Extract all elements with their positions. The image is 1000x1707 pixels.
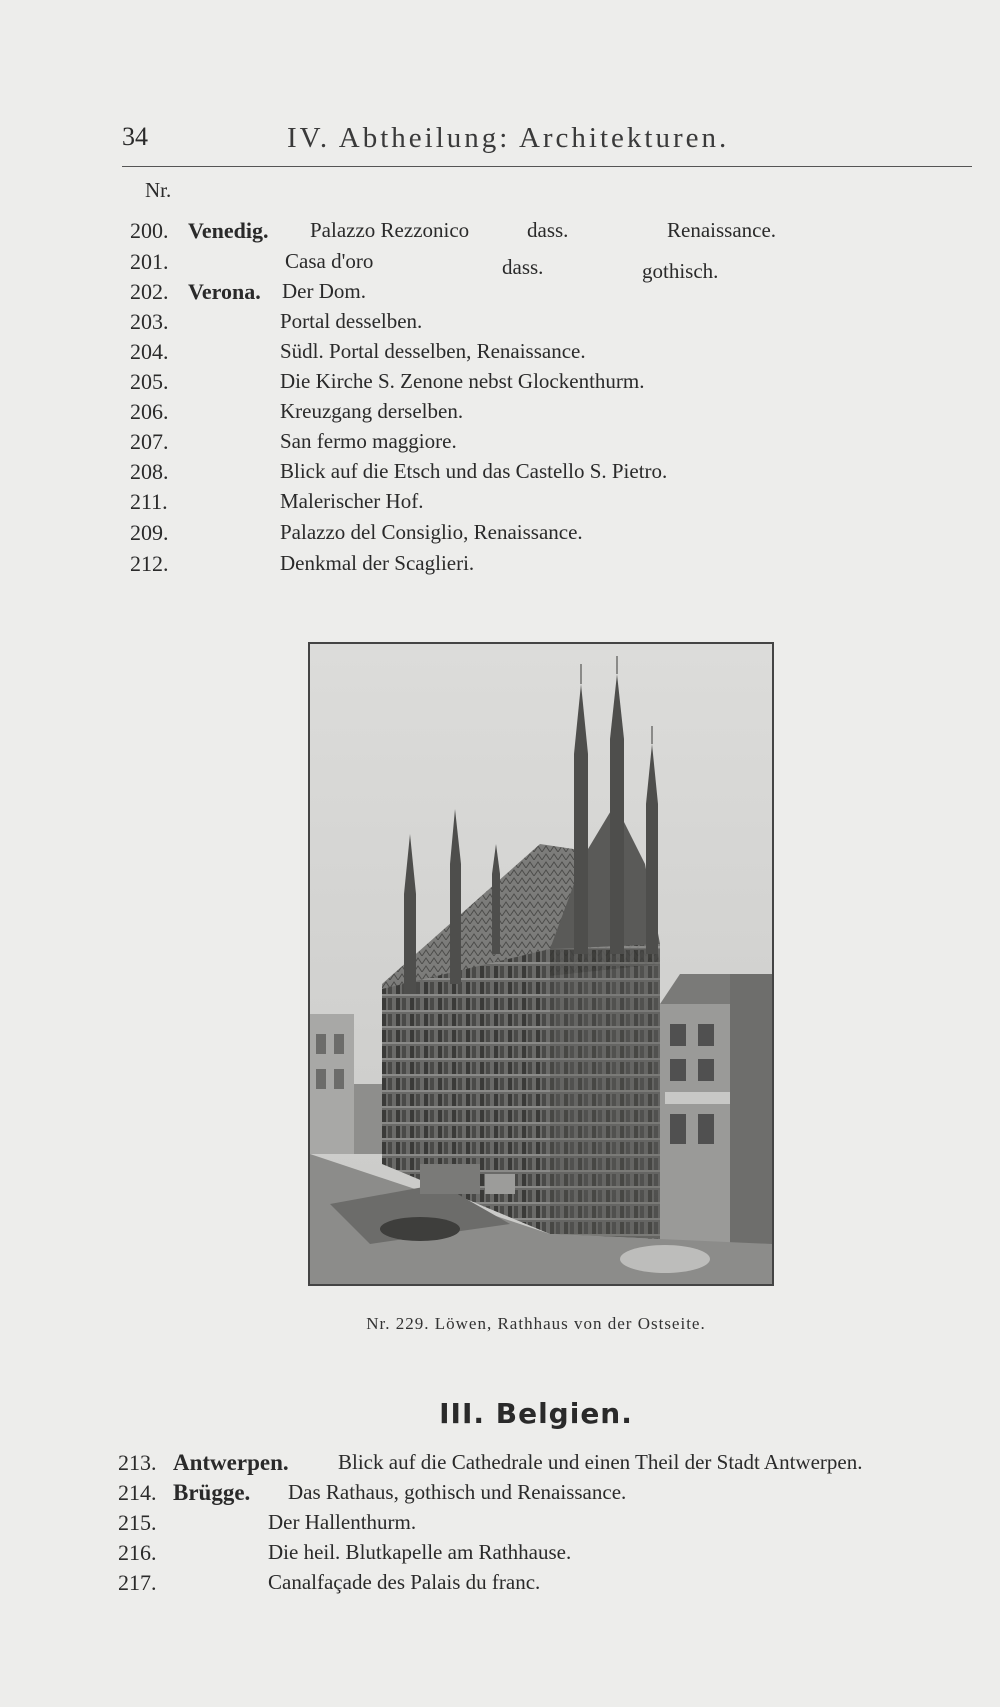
entry-description: Die heil. Blutkapelle am Rathhause. xyxy=(268,1540,572,1564)
entry-description: Die Kirche S. Zenone nebst Glockenthurm. xyxy=(280,369,645,393)
list-item xyxy=(130,279,830,309)
running-title: IV. Abtheilung: Architekturen. xyxy=(287,122,730,154)
list-item xyxy=(118,1540,818,1570)
entry-number: 216. xyxy=(118,1540,157,1565)
entry-number: 212. xyxy=(130,551,169,576)
town-hall-illustration xyxy=(310,644,772,1284)
list-item xyxy=(118,1570,818,1600)
entry-description: Canalfaçade des Palais du franc. xyxy=(268,1570,541,1594)
entry-ditto: dass. xyxy=(502,255,544,279)
list-item xyxy=(130,520,830,550)
entry-number: 203. xyxy=(130,309,169,334)
entry-style: gothisch. xyxy=(642,259,719,283)
entry-number: 213. xyxy=(118,1450,157,1475)
list-item xyxy=(130,551,830,581)
entry-number: 204. xyxy=(130,339,169,364)
section-heading xyxy=(0,1397,1000,1430)
entry-description: Palazzo del Consiglio, Renaissance. xyxy=(280,520,583,544)
entry-number: 215. xyxy=(118,1510,157,1535)
section-heading-text: III. Belgien. xyxy=(439,1397,633,1430)
figure-caption xyxy=(0,1314,1000,1334)
figure-photo-town-hall xyxy=(308,642,774,1286)
entry-description: Kreuzgang derselben. xyxy=(280,399,464,423)
entry-location: Brügge. xyxy=(173,1480,251,1505)
list-item xyxy=(118,1510,818,1540)
entry-description: Portal desselben. xyxy=(280,309,423,333)
header-rule xyxy=(122,166,972,167)
entry-description: Das Rathaus, gothisch und Renaissance. xyxy=(288,1480,627,1504)
entry-location: Verona. xyxy=(188,279,261,304)
list-item xyxy=(130,249,830,283)
entry-description: Casa d'oro xyxy=(285,249,374,273)
list-item xyxy=(130,429,830,459)
entry-description: Blick auf die Cathedrale und einen Theil der Stadt Antwerpen. xyxy=(338,1450,863,1474)
entry-number: 201. xyxy=(130,249,169,274)
entry-number: 202. xyxy=(130,279,169,304)
list-item xyxy=(130,459,850,489)
list-item xyxy=(130,399,830,429)
entry-description: Palazzo Rezzonico xyxy=(310,218,470,242)
entry-style: Renaissance. xyxy=(667,218,777,242)
entry-description: Blick auf die Etsch und das Castello S. Pietro. xyxy=(280,459,668,483)
figure-caption-text: Nr. 229. Löwen, Rathhaus von der Ostseite. xyxy=(366,1314,706,1333)
entry-description: Südl. Portal desselben, Renaissance. xyxy=(280,339,586,363)
page-number: 34 xyxy=(122,122,148,151)
list-item xyxy=(130,309,830,339)
entry-location: Venedig. xyxy=(188,218,269,243)
list-item xyxy=(130,218,830,248)
entry-location: Antwerpen. xyxy=(173,1450,289,1475)
list-item xyxy=(130,369,830,399)
entry-description: Malerischer Hof. xyxy=(280,489,424,513)
entry-number: 217. xyxy=(118,1570,157,1595)
entry-number: 206. xyxy=(130,399,169,424)
entry-description: Der Hallenthurm. xyxy=(268,1510,417,1534)
entry-description: San fermo maggiore. xyxy=(280,429,457,453)
list-item xyxy=(130,339,830,369)
entry-number: 208. xyxy=(130,459,169,484)
list-item xyxy=(130,489,830,519)
page-header xyxy=(122,122,972,162)
column-label: Nr. xyxy=(145,178,172,202)
entry-ditto: dass. xyxy=(527,218,569,242)
entry-description: Der Dom. xyxy=(282,279,366,303)
entry-number: 207. xyxy=(130,429,169,454)
list-item xyxy=(118,1450,978,1480)
entry-number: 205. xyxy=(130,369,169,394)
entry-description: Denkmal der Scaglieri. xyxy=(280,551,475,575)
list-item xyxy=(118,1480,818,1510)
entry-number: 209. xyxy=(130,520,169,545)
entry-number: 214. xyxy=(118,1480,157,1505)
entry-number: 200. xyxy=(130,218,169,243)
entry-number: 211. xyxy=(130,489,168,514)
